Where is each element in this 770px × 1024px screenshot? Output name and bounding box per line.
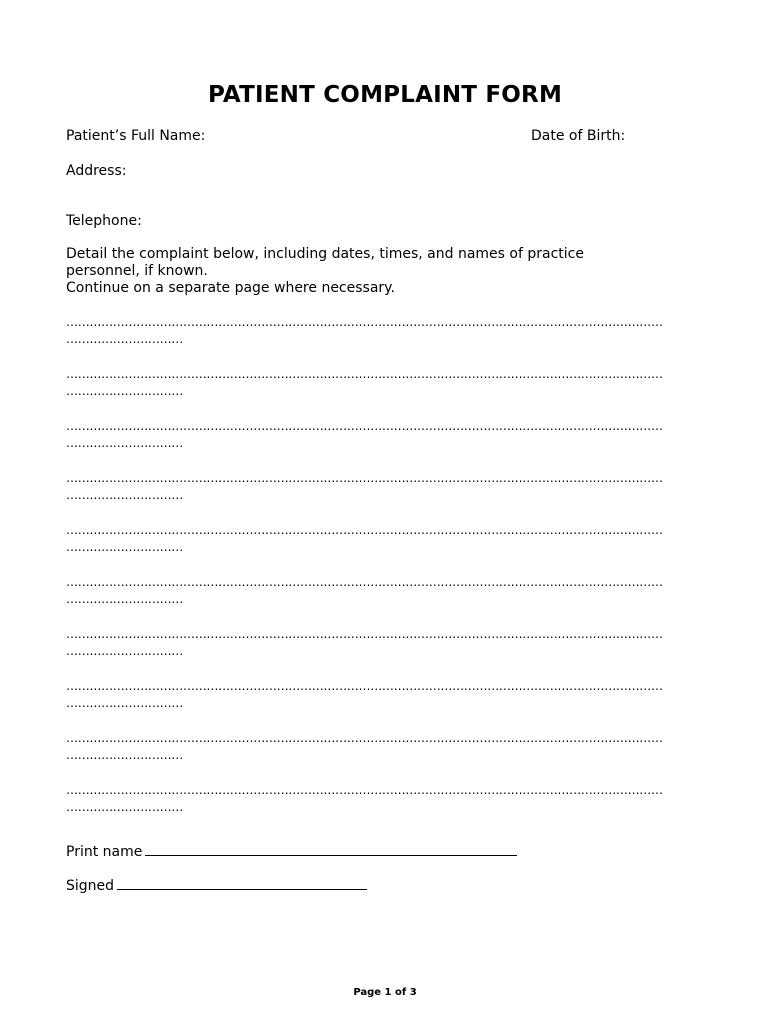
dotted-line-main: ……………………………………………………………………………………………………………………………………… — [66, 419, 663, 433]
dotted-line-tail: ………………………… — [66, 800, 184, 814]
dotted-line[interactable] — [66, 626, 726, 678]
print-name-label: Print name — [66, 844, 143, 860]
dotted-line-main: ……………………………………………………………………………………………………………………………………… — [66, 627, 663, 641]
dotted-line-main: ……………………………………………………………………………………………………………………………………… — [66, 783, 663, 797]
dotted-line-tail: ………………………… — [66, 332, 184, 346]
dotted-line[interactable] — [66, 574, 726, 626]
dotted-line-main: ……………………………………………………………………………………………………………………………………… — [66, 471, 663, 485]
signed-label: Signed — [66, 878, 115, 894]
print-name-row — [66, 842, 517, 861]
page-title: PATIENT COMPLAINT FORM — [207, 82, 563, 108]
instructions-line: Continue on a separate page where necessary. — [66, 280, 395, 296]
telephone-label: Telephone: — [66, 213, 142, 229]
dotted-line-main: ……………………………………………………………………………………………………………………………………… — [66, 731, 663, 745]
print-name-field[interactable] — [145, 842, 517, 856]
dotted-line-tail: ………………………… — [66, 592, 184, 606]
dotted-line[interactable] — [66, 314, 726, 366]
instructions — [66, 246, 706, 297]
dotted-line[interactable] — [66, 470, 726, 522]
dotted-line-tail: ………………………… — [66, 488, 184, 502]
dob-label: Date of Birth: — [531, 128, 626, 144]
dotted-line-tail: ………………………… — [66, 384, 184, 398]
signed-row — [66, 876, 367, 895]
instructions-line: Detail the complaint below, including dates, times, and names of practice — [66, 246, 584, 262]
full-name-label: Patient’s Full Name: — [66, 128, 206, 144]
dotted-line[interactable] — [66, 366, 726, 418]
instructions-line: personnel, if known. — [66, 263, 208, 279]
address-label: Address: — [66, 163, 127, 179]
dotted-line-tail: ………………………… — [66, 644, 184, 658]
dotted-line[interactable] — [66, 782, 726, 834]
dotted-line-main: ……………………………………………………………………………………………………………………………………… — [66, 575, 663, 589]
dotted-line-main: ……………………………………………………………………………………………………………………………………… — [66, 315, 663, 329]
dotted-line-tail: ………………………… — [66, 540, 184, 554]
dotted-line-tail: ………………………… — [66, 696, 184, 710]
dotted-line-main: ……………………………………………………………………………………………………………………………………… — [66, 367, 663, 381]
dotted-line[interactable] — [66, 418, 726, 470]
dotted-line[interactable] — [66, 522, 726, 574]
dotted-line-tail: ………………………… — [66, 436, 184, 450]
dotted-line-main: ……………………………………………………………………………………………………………………………………… — [66, 523, 663, 537]
dotted-line[interactable] — [66, 678, 726, 730]
dotted-line-tail: ………………………… — [66, 748, 184, 762]
dotted-line-main: ……………………………………………………………………………………………………………………………………… — [66, 679, 663, 693]
page-number: Page 1 of 3 — [353, 987, 417, 998]
signature-field[interactable] — [117, 876, 367, 890]
complaint-lines — [66, 314, 726, 834]
dotted-line[interactable] — [66, 730, 726, 782]
